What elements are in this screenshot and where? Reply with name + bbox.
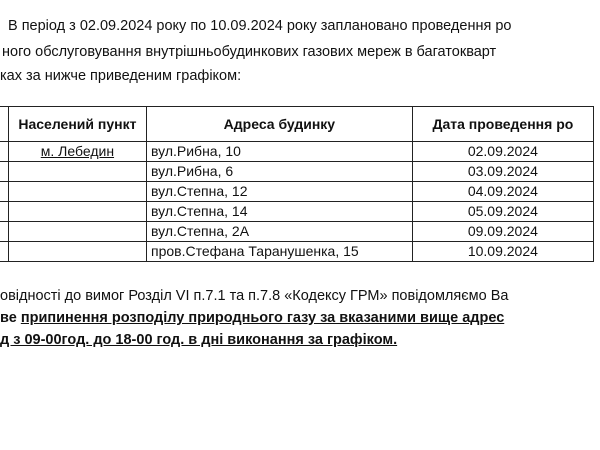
date-cell: 09.09.2024: [412, 222, 593, 242]
address-cell: вул.Рибна, 6: [147, 162, 413, 182]
address-cell: вул.Степна, 12: [147, 182, 413, 202]
table-header-row: [0, 107, 594, 142]
table-row: [0, 162, 594, 182]
notice-line-2-underlined: припинення розподілу природнього газу за вказаними вище адрес: [20, 310, 505, 326]
date-cell: 02.09.2024: [412, 142, 593, 162]
schedule-table: [0, 106, 594, 262]
intro-line-2: ного обслуговування внутрішньобудинкових газових мереж в багатокварт: [2, 44, 497, 60]
address-cell: вул.Степна, 14: [147, 202, 413, 222]
address-cell: вул.Степна, 2А: [147, 222, 413, 242]
header-city: Населений пункт: [8, 107, 146, 142]
header-number: [0, 107, 8, 142]
intro-line-1: В період з 02.09.2024 року по 10.09.2024 року заплановано проведення ро: [8, 18, 512, 34]
notice-line-3: д з 09-00год. до 18-00 год. в дні виконання за графіком.: [0, 332, 398, 348]
date-cell: 10.09.2024: [412, 242, 593, 262]
notice-line-2: [0, 310, 600, 326]
table-row: [0, 242, 594, 262]
intro-line-3: ках за нижче приведеним графіком:: [0, 68, 242, 84]
notice-line-2-prefix: ве: [0, 310, 21, 326]
table-row: [0, 202, 594, 222]
header-address: Адреса будинку: [147, 107, 413, 142]
date-cell: 05.09.2024: [412, 202, 593, 222]
city-name: м. Лебедин: [40, 143, 115, 159]
table-row: [0, 222, 594, 242]
notice-line-1: овідності до вимог Розділ VI п.7.1 та п.7.8 «Кодексу ГРМ» повідомляємо Ва: [0, 288, 509, 304]
header-date: Дата проведення ро: [412, 107, 593, 142]
date-cell: 03.09.2024: [412, 162, 593, 182]
table-row: [0, 142, 594, 162]
address-cell: пров.Стефана Таранушенка, 15: [147, 242, 413, 262]
table-row: [0, 182, 594, 202]
date-cell: 04.09.2024: [412, 182, 593, 202]
city-cell: [8, 142, 146, 162]
address-cell: вул.Рибна, 10: [147, 142, 413, 162]
